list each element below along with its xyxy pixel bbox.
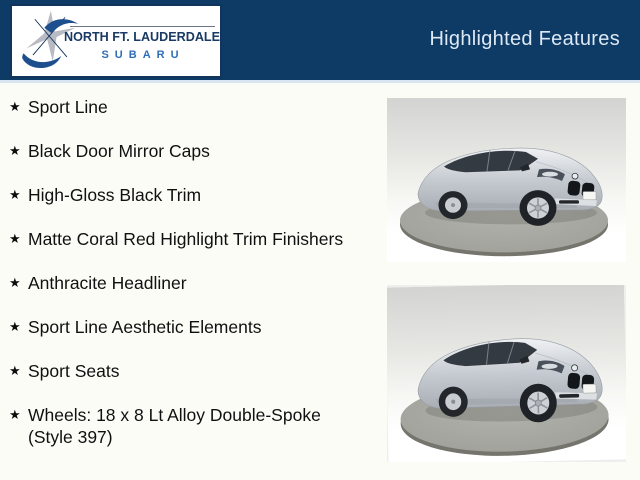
star-bullet-icon: ★ (9, 275, 21, 290)
feature-label: High-Gloss Black Trim (28, 185, 202, 205)
feature-label: Anthracite Headliner (28, 273, 187, 293)
feature-item (9, 184, 381, 206)
star-bullet-icon: ★ (9, 407, 21, 422)
feature-item (9, 360, 381, 382)
feature-item (9, 272, 381, 294)
dealer-logo (10, 4, 222, 78)
star-bullet-icon: ★ (9, 231, 21, 246)
page-title: Highlighted Features (429, 28, 620, 50)
star-bullet-icon: ★ (9, 187, 21, 202)
feature-label: Wheels: 18 x 8 Lt Alloy Double-Spoke (Style 397) (28, 405, 321, 447)
feature-label: Sport Seats (28, 361, 120, 381)
features-list (9, 96, 381, 470)
feature-label: Sport Line Aesthetic Elements (28, 317, 262, 337)
star-bullet-icon: ★ (9, 319, 21, 334)
star-bullet-icon: ★ (9, 363, 21, 378)
feature-item (9, 404, 381, 448)
dealer-brand: SUBARU (101, 49, 185, 61)
vehicle-photo-1 (387, 98, 626, 262)
header-bar (0, 0, 640, 83)
feature-label: Matte Coral Red Highlight Trim Finishers (28, 229, 344, 249)
feature-item (9, 96, 381, 118)
star-bullet-icon: ★ (9, 99, 21, 114)
feature-label: Sport Line (28, 97, 108, 117)
feature-item (9, 140, 381, 162)
feature-item (9, 228, 381, 250)
vehicle-photo-2 (387, 285, 626, 462)
feature-label: Black Door Mirror Caps (28, 141, 210, 161)
dealer-name: NORTH FT. LAUDERDALE (64, 30, 221, 44)
star-bullet-icon: ★ (9, 143, 21, 158)
logo-divider-line (70, 26, 215, 27)
feature-item (9, 316, 381, 338)
